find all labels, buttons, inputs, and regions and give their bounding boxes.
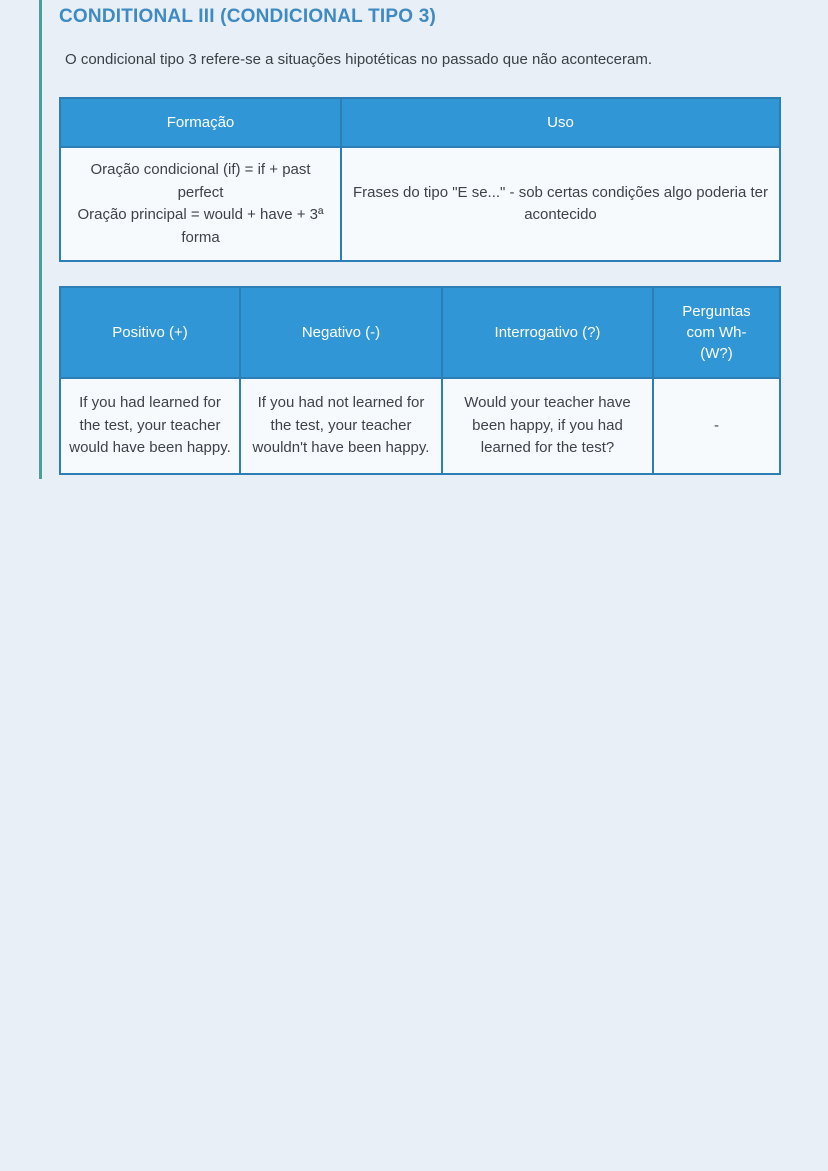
negative-column-header: Negativo (-) (240, 287, 442, 378)
usage-column-header: Uso (341, 98, 780, 147)
examples-table-body-row (60, 378, 780, 474)
interrogative-column-header: Interrogativo (?) (442, 287, 653, 378)
formation-usage-table (59, 97, 781, 262)
usage-cell: Frases do tipo "E se..." - sob certas condições algo poderia ter acontecido (341, 147, 780, 261)
wh-questions-example-cell: - (653, 378, 780, 474)
interrogative-example-cell: Would your teacher have been happy, if you had learned for the test? (442, 378, 653, 474)
formation-cell (60, 147, 341, 261)
wh-questions-column-header: Perguntas com Wh- (W?) (653, 287, 780, 378)
formation-rule-if-clause: Oração condicional (if) = if + past perfect (90, 161, 311, 201)
positive-column-header: Positivo (+) (60, 287, 240, 378)
intro-paragraph: O condicional tipo 3 refere-se a situações hipotéticas no passado que não aconteceram. (65, 50, 653, 68)
formation-table-body-row (60, 147, 780, 261)
page-title: CONDITIONAL III (CONDICIONAL TIPO 3) (59, 6, 437, 27)
positive-example-cell: If you had learned for the test, your teacher would have been happy. (60, 378, 240, 474)
formation-column-header: Formação (60, 98, 341, 147)
formation-table-header-row (60, 98, 780, 147)
negative-example-cell: If you had not learned for the test, your teacher wouldn't have been happy. (240, 378, 442, 474)
examples-table-header-row (60, 287, 780, 378)
formation-rule-main-clause: Oração principal = would + have + 3ª forma (77, 206, 324, 246)
lesson-section (39, 0, 783, 479)
examples-table (59, 286, 781, 475)
